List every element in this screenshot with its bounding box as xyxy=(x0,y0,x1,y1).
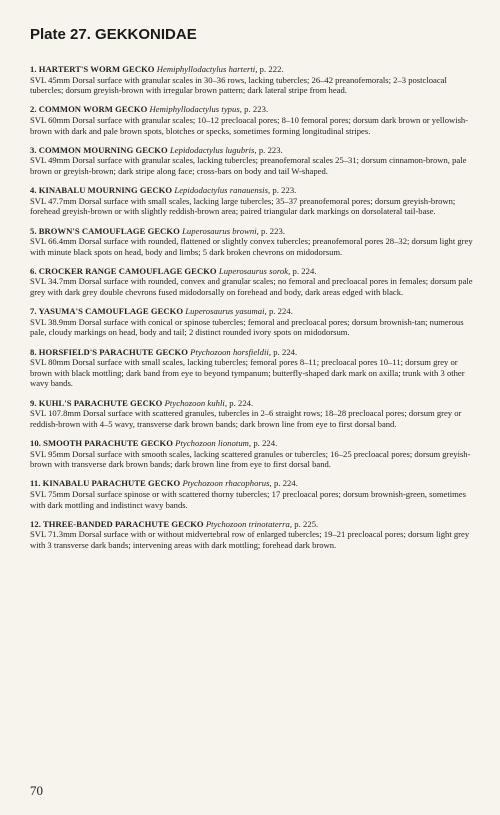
species-heading xyxy=(30,185,476,196)
page-reference: p. 223. xyxy=(261,225,286,236)
species-description: SVL 75mm Dorsal surface spinose or with scattered thorny tubercles; 17 precloacal pores; dorsum brownish-green, sometimes with dark mottling and indistinct wavy bands. xyxy=(30,488,466,510)
page-reference: p. 225. xyxy=(294,518,319,529)
species-entry xyxy=(30,104,476,136)
entry-number: 1. xyxy=(30,64,37,74)
common-name: HARTERT'S WORM GECKO xyxy=(38,64,155,74)
species-description: SVL 49mm Dorsal surface with granular scales, lacking tubercles; preanofemoral scales 25–31; dorsum cinnamon-brown, pale brown or greyish-brown; dark stripe along face; cross-bars on body and tail W-shaped. xyxy=(30,155,467,176)
entry-number: 6. xyxy=(30,265,37,276)
page-reference: p. 222. xyxy=(259,64,284,74)
species-heading xyxy=(30,104,476,115)
entry-number: 11. xyxy=(30,478,41,489)
entry-number: 8. xyxy=(30,346,37,357)
page-reference: p. 224. xyxy=(253,437,278,448)
species-entry xyxy=(30,266,476,298)
species-description: SVL 71.3mm Dorsal surface with or without midvertebral row of enlarged tubercles; 19–21 precloacal pores; dorsum light grey with 3 transverse dark bands; intervening areas with dark mottling; forehead dark brown. xyxy=(30,529,470,550)
scientific-name: Luperosaurus browni, xyxy=(182,225,259,236)
entry-number: 9. xyxy=(30,397,37,408)
species-heading xyxy=(30,266,476,277)
page-number: 70 xyxy=(30,783,43,798)
page-reference: p. 224. xyxy=(273,346,298,357)
common-name: YASUMA'S CAMOUFLAGE GECKO xyxy=(38,306,184,317)
common-name: CROCKER RANGE CAMOUFLAGE GECKO xyxy=(38,265,217,276)
scientific-name: Ptychozoon horsfieldii, xyxy=(190,346,272,357)
species-entry xyxy=(30,478,476,510)
species-entry xyxy=(30,185,476,217)
species-description: SVL 95mm Dorsal surface with smooth scales, lacking scattered granules or tubercles; 16–25 precloacal pores; dorsum greyish-brown with transverse dark brown bands; dark brown line from eye to first dorsal band. xyxy=(30,448,471,470)
species-entries xyxy=(30,64,476,559)
scientific-name: Hemiphyllodactylus typus, xyxy=(149,104,242,115)
entry-number: 5. xyxy=(30,225,37,236)
entry-number: 4. xyxy=(30,185,37,196)
page-reference: p. 223. xyxy=(258,144,283,155)
scientific-name: Ptychozoon trinotaterra, xyxy=(205,518,293,529)
page-reference: p. 223. xyxy=(244,104,269,115)
species-heading xyxy=(30,226,476,237)
species-description: SVL 60mm Dorsal surface with granular scales; 10–12 precloacal pores; 8–10 femoral pores; dorsum dark brown or yellowish-brown with dark and pale brown spots, blotches or specks, sometimes forming longitudinal stripes. xyxy=(30,114,469,136)
species-description: SVL 47.7mm Dorsal surface with small scales, lacking large tubercles; 35–37 preanofemoral pores; dorsum greyish-brown; forehead greyish-brown or with slightly reddish-brown area; paired triangular dark markings on dorsolateral tail-base. xyxy=(30,195,456,217)
plate-title: Plate 27. GEKKONIDAE xyxy=(30,26,197,43)
species-heading xyxy=(30,438,476,449)
scientific-name: Hemiphyllodactylus harterti, xyxy=(156,64,258,74)
species-entry xyxy=(30,145,476,177)
species-heading xyxy=(30,145,476,156)
page-reference: p. 224. xyxy=(292,265,317,276)
species-heading xyxy=(30,478,476,489)
common-name: KINABALU MOURNING GECKO xyxy=(38,185,173,196)
scientific-name: Lepidodactylus lugubris, xyxy=(169,144,257,155)
species-description: SVL 34.7mm Dorsal surface with rounded, convex and granular scales; no femoral and precloacal pores in females; dorsum pale grey with dark grey double chevrons fused midodorsally on forehead and body, dark areas edged with black. xyxy=(30,276,473,298)
scientific-name: Luperosaurus sorok, xyxy=(218,265,291,276)
species-entry xyxy=(30,347,476,389)
species-heading xyxy=(30,398,476,409)
species-entry xyxy=(30,519,476,551)
entry-number: 7. xyxy=(30,306,37,317)
common-name: KUHL'S PARACHUTE GECKO xyxy=(38,397,163,408)
common-name: KINABALU PARACHUTE GECKO xyxy=(42,478,181,489)
species-entry xyxy=(30,306,476,338)
page-reference: p. 224. xyxy=(229,397,254,408)
page-reference: p. 224. xyxy=(273,478,298,489)
common-name: COMMON MOURNING GECKO xyxy=(38,144,168,155)
entry-number: 2. xyxy=(30,104,37,115)
scientific-name: Ptychozoon kuhli, xyxy=(164,397,228,408)
species-heading xyxy=(30,519,476,530)
species-description: SVL 80mm Dorsal surface with small scales, lacking tubercles; femoral pores 8–11; precloacal pores 10–11; dorsum grey or brown with black mottling; dark band from eye to beyond tympanum; butterfly-shaped dark mark on axilla; trunk with 3 other wavy bands. xyxy=(30,357,465,389)
common-name: COMMON WORM GECKO xyxy=(38,104,148,115)
common-name: BROWN'S CAMOUFLAGE GECKO xyxy=(38,225,180,236)
species-description: SVL 38.9mm Dorsal surface with conical or spinose tubercles; femoral and precloacal pores; dorsum brownish-tan; numerous pale, cloudy markings on head, body and tail; 2 distinct rounded ivory spots on midodorsum. xyxy=(30,316,464,338)
species-description: SVL 107.8mm Dorsal surface with scattered granules, tubercles in 2–6 straight rows; 18–28 precloacal pores; dorsum grey or reddish-brown with 4–5 wavy, transverse dark brown bands; dark brown line from eye to first dorsal band. xyxy=(30,408,462,429)
species-description: SVL 66.4mm Dorsal surface with rounded, flattened or slightly convex tubercles; preanofemoral pores 28–32; dorsum light grey with minute black spots on head, body and limbs; 5 dark broken chevrons on midodorsum. xyxy=(30,236,473,257)
species-entry xyxy=(30,226,476,258)
common-name: THREE-BANDED PARACHUTE GECKO xyxy=(42,518,204,529)
page-reference: p. 223. xyxy=(272,185,297,196)
entry-number: 3. xyxy=(30,144,37,155)
species-heading xyxy=(30,306,476,317)
page-reference: p. 224. xyxy=(268,306,293,317)
species-heading xyxy=(30,64,476,75)
species-entry xyxy=(30,64,476,96)
scientific-name: Ptychozoon lionotum, xyxy=(175,437,252,448)
common-name: HORSFIELD'S PARACHUTE GECKO xyxy=(38,346,188,357)
scientific-name: Ptychozoon rhacophorus, xyxy=(182,478,272,489)
species-description: SVL 45mm Dorsal surface with granular scales in 30–36 rows, lacking tubercles; 26–42 preanofemorals; 2–3 postcloacal tubercles; dorsum greyish-brown with irregular brown pattern; dark lateral stripe from head. xyxy=(30,74,447,96)
scientific-name: Luperosaurus yasumai, xyxy=(185,306,267,317)
entry-number: 12. xyxy=(30,518,41,529)
species-entry xyxy=(30,438,476,470)
species-heading xyxy=(30,347,476,358)
species-entry xyxy=(30,398,476,430)
entry-number: 10. xyxy=(30,437,41,448)
common-name: SMOOTH PARACHUTE GECKO xyxy=(43,437,173,448)
scientific-name: Lepidodactylus ranauensis, xyxy=(174,185,271,196)
